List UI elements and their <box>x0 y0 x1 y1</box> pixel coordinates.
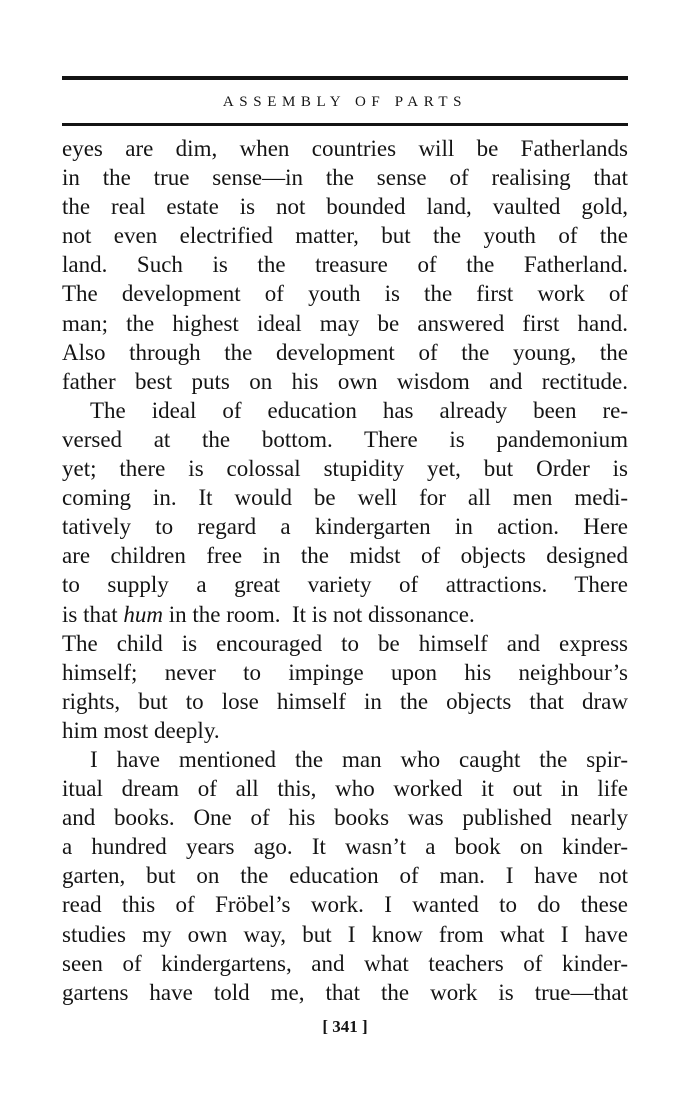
header-rule-top <box>62 76 628 80</box>
text-line: rights, but to lose himself in the objects that draw <box>62 688 628 714</box>
text-line: gartens have told me, that the work is true—that <box>62 979 628 1005</box>
running-head: ASSEMBLY OF PARTS <box>222 94 468 110</box>
text-line: man; the highest ideal may be answered first hand. <box>62 310 628 336</box>
text-line: him most deeply. <box>62 717 220 743</box>
text-line: seen of kindergartens, and what teachers of kinder- <box>62 950 628 976</box>
header-rule-bottom <box>62 123 628 126</box>
text-line: The ideal of education has already been re- <box>90 397 628 423</box>
text-line: in the true sense—in the sense of realising that <box>62 165 628 191</box>
text-line: coming in. It would be well for all men medi- <box>62 485 628 511</box>
text-line: The development of youth is the first work of <box>62 281 628 307</box>
text-line: I have mentioned the man who caught the spir- <box>90 746 628 772</box>
text-line: and books. One of his books was published nearly <box>62 805 628 831</box>
text-line: himself; never to impinge upon his neighbour’s <box>62 659 628 685</box>
text-line: to supply a great variety of attractions. There <box>62 572 628 598</box>
text-line: not even electrified matter, but the youth of the <box>62 223 628 249</box>
text-line: The child is encouraged to be himself and express <box>62 630 628 656</box>
text-line: a hundred years ago. It wasn’t a book on kinder- <box>62 834 628 860</box>
text-line: the real estate is not bounded land, vaulted gold, <box>62 194 628 220</box>
text-line: itual dream of all this, who worked it out in life <box>62 776 628 802</box>
text-line: tatively to regard a kindergarten in action. Here <box>62 514 628 540</box>
text-line: father best puts on his own wisdom and rectitude. <box>62 368 628 394</box>
text-line: land. Such is the treasure of the Fatherland. <box>62 252 628 278</box>
text-line: eyes are dim, when countries will be Fatherlands <box>62 136 628 161</box>
text-line: Also through the development of the young, the <box>62 339 628 365</box>
italic-word: hum <box>123 601 163 627</box>
text-fragment: is that <box>62 601 124 627</box>
text-line: are children free in the midst of objects designed <box>62 543 628 569</box>
text-line <box>62 600 628 629</box>
page-number: [ 341 ] <box>322 1017 368 1036</box>
text-line: yet; there is colossal stupidity yet, but Order is <box>62 456 628 482</box>
text-fragment: in the room. It is not dissonance. <box>162 601 475 627</box>
text-line: garten, but on the education of man. I have not <box>62 863 628 889</box>
text-line: studies my own way, but I know from what I have <box>62 921 628 947</box>
text-line: versed at the bottom. There is pandemonium <box>62 426 628 452</box>
text-line: read this of Fröbel’s work. I wanted to do these <box>62 892 628 918</box>
body-text <box>62 134 628 1007</box>
